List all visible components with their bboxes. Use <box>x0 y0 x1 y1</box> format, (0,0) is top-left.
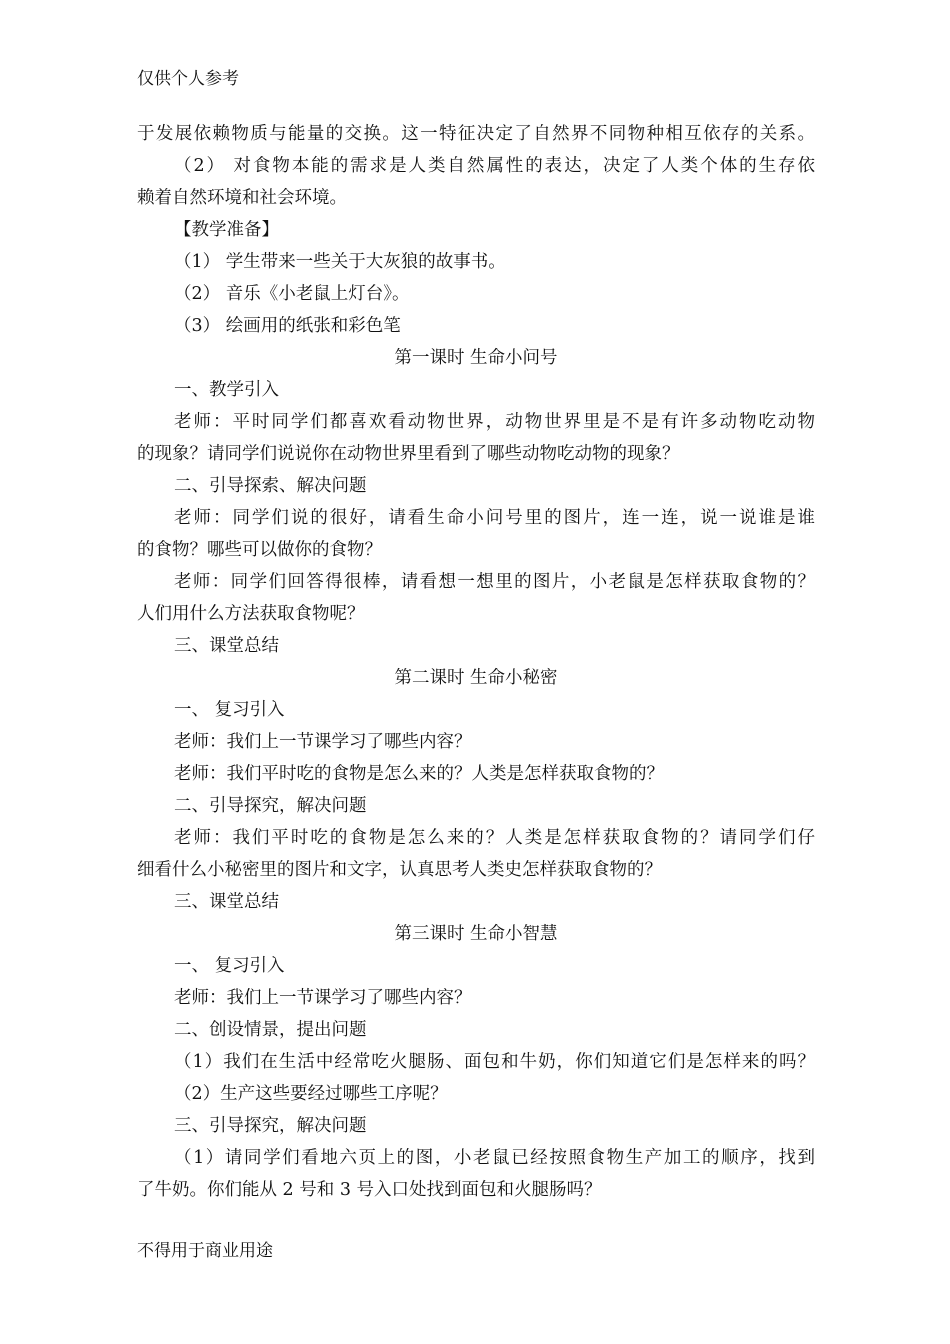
text-line: 老师：我们平时吃的食物是怎么来的？人类是怎样获取食物的？ <box>174 764 664 784</box>
text-line: 三、引导探究，解决问题 <box>174 1116 367 1136</box>
text-line: （1） 学生带来一些关于大灰狼的故事书。 <box>174 252 506 272</box>
text-line: 老师：平时同学们都喜欢看动物世界，动物世界里是不是有许多动物吃动物 <box>174 412 815 432</box>
page-footer: 不得用于商业用途 <box>137 1241 273 1261</box>
text-line: （1）我们在生活中经常吃火腿肠、面包和牛奶，你们知道它们是怎样来的吗？ <box>174 1052 815 1072</box>
text-line: 了牛奶。你们能从 2 号和 3 号入口处找到面包和火腿肠吗？ <box>137 1180 602 1200</box>
section-heading: 第三课时 生命小智慧 <box>394 924 558 944</box>
text-line: 的食物？哪些可以做你的食物？ <box>137 540 382 560</box>
section-heading: 第二课时 生命小秘密 <box>394 668 558 688</box>
text-line: 一、 复习引入 <box>174 700 285 720</box>
text-line: 老师：同学们回答得很棒，请看想一想里的图片，小老鼠是怎样获取食物的？ <box>174 572 815 592</box>
text-line: 一、教学引入 <box>174 380 279 400</box>
text-line: （2） 音乐《小老鼠上灯台》。 <box>174 284 410 304</box>
text-line: （2）生产这些要经过哪些工序呢？ <box>174 1084 448 1104</box>
text-line: 赖着自然环境和社会环境。 <box>137 188 347 208</box>
text-line: 二、引导探索、解决问题 <box>174 476 367 496</box>
text-line: 一、 复习引入 <box>174 956 285 976</box>
page-header: 仅供个人参考 <box>137 69 239 89</box>
text-line: 人们用什么方法获取食物呢？ <box>137 604 365 624</box>
text-line: 老师：我们上一节课学习了哪些内容？ <box>174 988 472 1008</box>
text-line: 老师：我们上一节课学习了哪些内容？ <box>174 732 472 752</box>
text-line: 老师：我们平时吃的食物是怎么来的？人类是怎样获取食物的？请同学们仔 <box>174 828 815 848</box>
text-line: 于发展依赖物质与能量的交换。这一特征决定了自然界不同物种相互依存的关系。 <box>137 124 815 144</box>
text-line: 细看什么小秘密里的图片和文字，认真思考人类史怎样获取食物的？ <box>137 860 662 880</box>
text-line: 【教学准备】 <box>174 220 279 240</box>
section-heading: 第一课时 生命小问号 <box>394 348 558 368</box>
text-line: （3） 绘画用的纸张和彩色笔 <box>174 316 401 336</box>
text-line: 二、引导探究，解决问题 <box>174 796 367 816</box>
text-line: 三、课堂总结 <box>174 892 279 912</box>
text-line: 二、创设情景，提出问题 <box>174 1020 367 1040</box>
text-line: （2） 对食物本能的需求是人类自然属性的表达，决定了人类个体的生存依 <box>174 156 815 176</box>
text-line: 老师：同学们说的很好，请看生命小问号里的图片，连一连，说一说谁是谁 <box>174 508 815 528</box>
text-line: 的现象？请同学们说说你在动物世界里看到了哪些动物吃动物的现象？ <box>137 444 680 464</box>
document-body <box>137 118 815 1206</box>
text-line: 三、课堂总结 <box>174 636 279 656</box>
text-line: （1）请同学们看地六页上的图，小老鼠已经按照食物生产加工的顺序，找到 <box>174 1148 815 1168</box>
